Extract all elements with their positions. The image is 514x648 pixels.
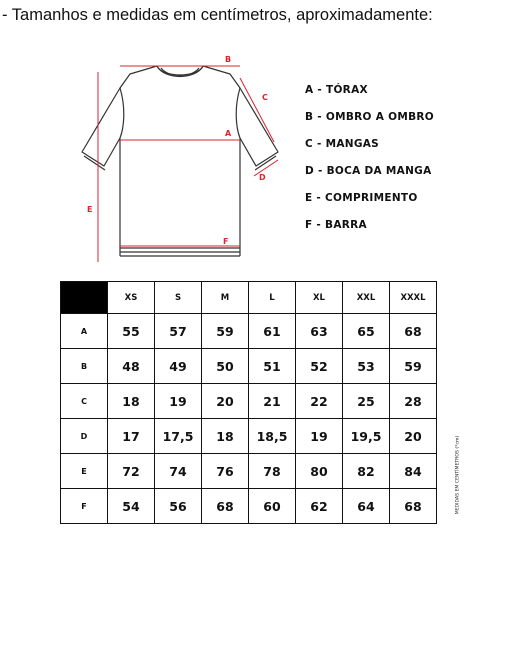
legend-item: A - TÓRAX	[305, 84, 368, 96]
table-cell: 28	[390, 384, 437, 419]
table-row	[61, 349, 437, 384]
row-label: B	[61, 349, 108, 384]
table-cell: 25	[343, 384, 390, 419]
table-cell: 80	[296, 454, 343, 489]
table-header-row	[61, 282, 437, 314]
table-cell: 63	[296, 314, 343, 349]
table-cell: 19	[155, 384, 202, 419]
size-table	[60, 281, 437, 524]
table-row	[61, 489, 437, 524]
table-row	[61, 454, 437, 489]
size-header: M	[202, 282, 249, 314]
table-cell: 20	[390, 419, 437, 454]
table-cell: 74	[155, 454, 202, 489]
table-cell: 19	[296, 419, 343, 454]
size-header: S	[155, 282, 202, 314]
label-f: F	[223, 237, 229, 246]
legend-item: F - BARRA	[305, 219, 367, 231]
table-cell: 54	[108, 489, 155, 524]
table-row	[61, 419, 437, 454]
label-d: D	[259, 173, 266, 182]
table-cell: 52	[296, 349, 343, 384]
size-header: XXL	[343, 282, 390, 314]
table-cell: 20	[202, 384, 249, 419]
table-cell: 82	[343, 454, 390, 489]
size-header: XXXL	[390, 282, 437, 314]
measure-c-line	[240, 78, 274, 142]
label-b: B	[225, 55, 232, 64]
table-cell: 18	[108, 384, 155, 419]
table-cell: 68	[390, 314, 437, 349]
table-cell: 17	[108, 419, 155, 454]
row-label: C	[61, 384, 108, 419]
table-cell: 18	[202, 419, 249, 454]
table-cell: 22	[296, 384, 343, 419]
page-heading: - Tamanhos e medidas em centímetros, aproximadamente:	[2, 6, 433, 24]
table-cell: 64	[343, 489, 390, 524]
table-cell: 51	[249, 349, 296, 384]
table-cell: 56	[155, 489, 202, 524]
table-cell: 61	[249, 314, 296, 349]
legend-item: D - BOCA DA MANGA	[305, 165, 432, 177]
row-label: F	[61, 489, 108, 524]
table-cell: 50	[202, 349, 249, 384]
measurement-legend	[305, 84, 434, 246]
row-label: D	[61, 419, 108, 454]
row-label: A	[61, 314, 108, 349]
row-label: E	[61, 454, 108, 489]
legend-item: C - MANGAS	[305, 138, 380, 150]
table-cell: 62	[296, 489, 343, 524]
table-cell: 76	[202, 454, 249, 489]
label-a: A	[225, 129, 232, 138]
table-cell: 72	[108, 454, 155, 489]
table-cell: 21	[249, 384, 296, 419]
tshirt-diagram	[80, 48, 280, 274]
table-cell: 60	[249, 489, 296, 524]
table-cell: 68	[390, 489, 437, 524]
table-cell: 49	[155, 349, 202, 384]
table-cell: 84	[390, 454, 437, 489]
table-cell: 57	[155, 314, 202, 349]
table-cell: 48	[108, 349, 155, 384]
table-cell: 17,5	[155, 419, 202, 454]
table-cell: 68	[202, 489, 249, 524]
table-cell: 65	[343, 314, 390, 349]
table-cell: 78	[249, 454, 296, 489]
legend-item: B - OMBRO A OMBRO	[305, 111, 434, 123]
size-header: XS	[108, 282, 155, 314]
table-cell: 59	[202, 314, 249, 349]
table-row	[61, 314, 437, 349]
table-corner	[61, 282, 108, 314]
table-cell: 59	[390, 349, 437, 384]
units-side-note-text: MEDIDAS EM CENTÍMETROS (*cm)	[455, 435, 461, 515]
size-header: L	[249, 282, 296, 314]
table-cell: 53	[343, 349, 390, 384]
table-cell: 18,5	[249, 419, 296, 454]
table-cell: 19,5	[343, 419, 390, 454]
label-c: C	[262, 93, 268, 102]
legend-item: E - COMPRIMENTO	[305, 192, 418, 204]
label-e: E	[87, 205, 93, 214]
units-side-note	[454, 430, 462, 520]
table-cell: 55	[108, 314, 155, 349]
size-header: XL	[296, 282, 343, 314]
table-row	[61, 384, 437, 419]
